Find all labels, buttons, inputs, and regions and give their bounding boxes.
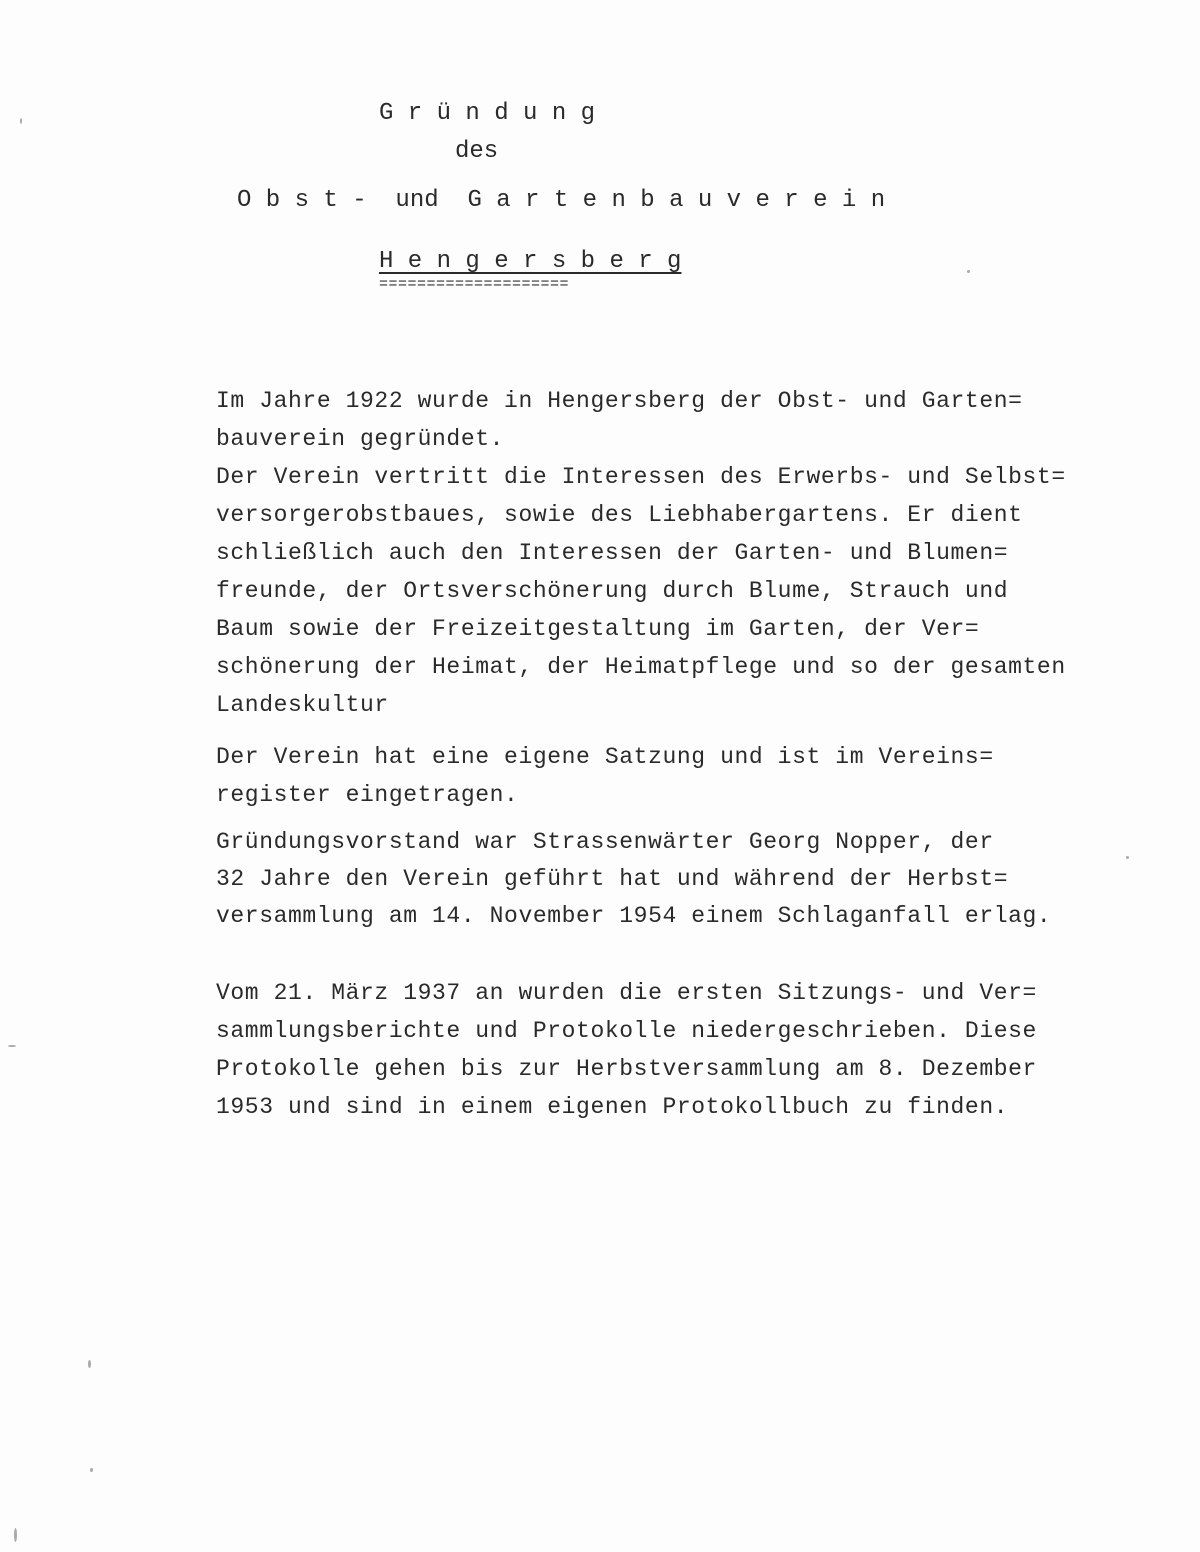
paper-speck	[14, 1528, 17, 1542]
text-line: bauverein gegründet.	[216, 426, 505, 452]
paper-speck	[967, 270, 970, 273]
heading-double-rule: ====================	[379, 276, 570, 293]
text-line: Der Verein hat eine eigene Satzung und ist im Vereins=	[216, 744, 994, 770]
text-line: Baum sowie der Freizeitgestaltung im Garten, der Ver=	[216, 616, 980, 642]
text-line: Gründungsvorstand war Strassenwärter Georg Nopper, der	[216, 829, 994, 855]
paragraph-minutes	[216, 936, 1037, 1126]
paragraph-founding-chairman	[216, 787, 1051, 935]
paper-speck	[90, 1468, 93, 1472]
text-line: schließlich auch den Interessen der Garten- und Blumen=	[216, 540, 1009, 566]
text-line: Protokolle gehen bis zur Herbstversammlung am 8. Dezember	[216, 1056, 1037, 1082]
text-line: Im Jahre 1922 wurde in Hengersberg der Obst- und Garten=	[216, 388, 1023, 414]
text-line: 1953 und sind in einem eigenen Protokollbuch zu finden.	[216, 1094, 1009, 1120]
text-line: freunde, der Ortsverschönerung durch Blume, Strauch und	[216, 578, 1009, 604]
heading-line-1: G r ü n d u n g	[379, 100, 596, 127]
text-line: Der Verein vertritt die Interessen des Erwerbs- und Selbst=	[216, 464, 1066, 490]
text-line: Landeskultur	[216, 692, 389, 718]
paper-speck	[1126, 856, 1129, 859]
text-line: register eingetragen.	[216, 782, 519, 808]
text-line: schönerung der Heimat, der Heimatpflege und so der gesamten	[216, 654, 1066, 680]
heading-line-3: O b s t - und G a r t e n b a u v e r e i n	[237, 187, 886, 214]
paper-speck	[20, 118, 22, 124]
text-line: 32 Jahre den Verein geführt hat und während der Herbst=	[216, 866, 1009, 892]
paper-speck	[8, 1045, 16, 1047]
text-line: versorgerobstbaues, sowie des Liebhabergartens. Er dient	[216, 502, 1023, 528]
heading-place-name: H e n g e r s b e r g	[379, 248, 682, 275]
text-line: versammlung am 14. November 1954 einem Schlaganfall erlag.	[216, 903, 1052, 929]
paragraph-founding	[216, 344, 1066, 724]
text-line: Vom 21. März 1937 an wurden die ersten Sitzungs- und Ver=	[216, 980, 1037, 1006]
text-line: sammlungsberichte und Protokolle niedergeschrieben. Diese	[216, 1018, 1037, 1044]
paper-speck	[88, 1360, 91, 1368]
heading-line-2: des	[455, 138, 499, 165]
